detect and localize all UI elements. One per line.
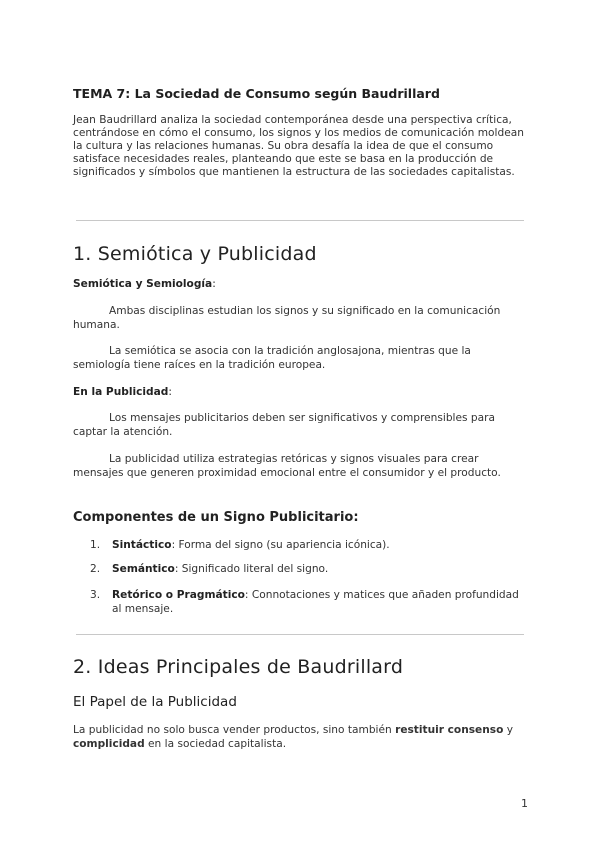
- list-desc: : Significado literal del signo.: [174, 563, 329, 575]
- role-of-advertising-heading: El Papel de la Publicidad: [73, 694, 237, 710]
- list-item: [90, 588, 520, 616]
- intro-paragraph: Jean Baudrillard analiza la sociedad contemporánea desde una perspectiva crítica, centrándose en cómo el consumo, los signos y los medios de comunicación moldean la cultura y las relaciones humanas. Su obra desafía la idea de que el consumo satisface necesidades reales, planteando que este se basa en la producción de significados y símbolos que mantienen la estructura de las sociedades capitalistas.: [73, 114, 524, 178]
- components-heading: Componentes de un Signo Publicitario:: [73, 510, 359, 525]
- list-item: [90, 538, 520, 552]
- paragraph: La publicidad no solo busca vender productos, sino también restituir consenso y complicidad en la sociedad capitalista.: [73, 724, 514, 750]
- subheading-semiotica-label: Semiótica y Semiología: [73, 278, 213, 290]
- list-term: Sintáctico: [112, 539, 172, 551]
- paragraph: [73, 452, 523, 480]
- list-item: [90, 562, 520, 576]
- list-term: Semántico: [112, 563, 175, 575]
- section-2-heading: 2. Ideas Principales de Baudrillard: [73, 656, 404, 678]
- section-divider: [76, 220, 524, 221]
- page-number: 1: [521, 797, 528, 810]
- list-number: 3.: [90, 589, 101, 601]
- paragraph-text: La semiótica se asocia con la tradición anglosajona, mientras que la semiología tiene raíces en la tradición europea.: [73, 345, 471, 371]
- emphasis-text: complicidad: [73, 738, 145, 750]
- list-desc: : Forma del signo (su apariencia icónica).: [171, 539, 390, 551]
- document-title: TEMA 7: La Sociedad de Consumo según Baudrillard: [73, 86, 440, 101]
- paragraph: [73, 344, 523, 372]
- emphasis-text: restituir consenso: [395, 724, 504, 736]
- subheading-publicidad-label: En la Publicidad: [73, 386, 169, 398]
- list-desc: : Connotaciones y matices que añaden profundidad al mensaje.: [112, 589, 519, 615]
- paragraph-text: Los mensajes publicitarios deben ser significativos y comprensibles para captar la atención.: [73, 412, 495, 438]
- paragraph-text: Ambas disciplinas estudian los signos y su significado en la comunicación humana.: [73, 305, 501, 331]
- subheading-publicidad: En la Publicidad:: [73, 386, 172, 398]
- paragraph: [73, 304, 523, 332]
- paragraph: [73, 411, 523, 439]
- subheading-semiotica: Semiótica y Semiología:: [73, 278, 216, 290]
- section-1-heading: 1. Semiótica y Publicidad: [73, 243, 317, 265]
- section-divider: [76, 634, 524, 635]
- list-number: 2.: [90, 563, 101, 575]
- paragraph-text: La publicidad utiliza estrategias retóricas y signos visuales para crear mensajes que generen proximidad emocional entre el consumidor y el producto.: [73, 453, 501, 479]
- list-term: Retórico o Pragmático: [112, 589, 245, 601]
- list-number: 1.: [90, 539, 101, 551]
